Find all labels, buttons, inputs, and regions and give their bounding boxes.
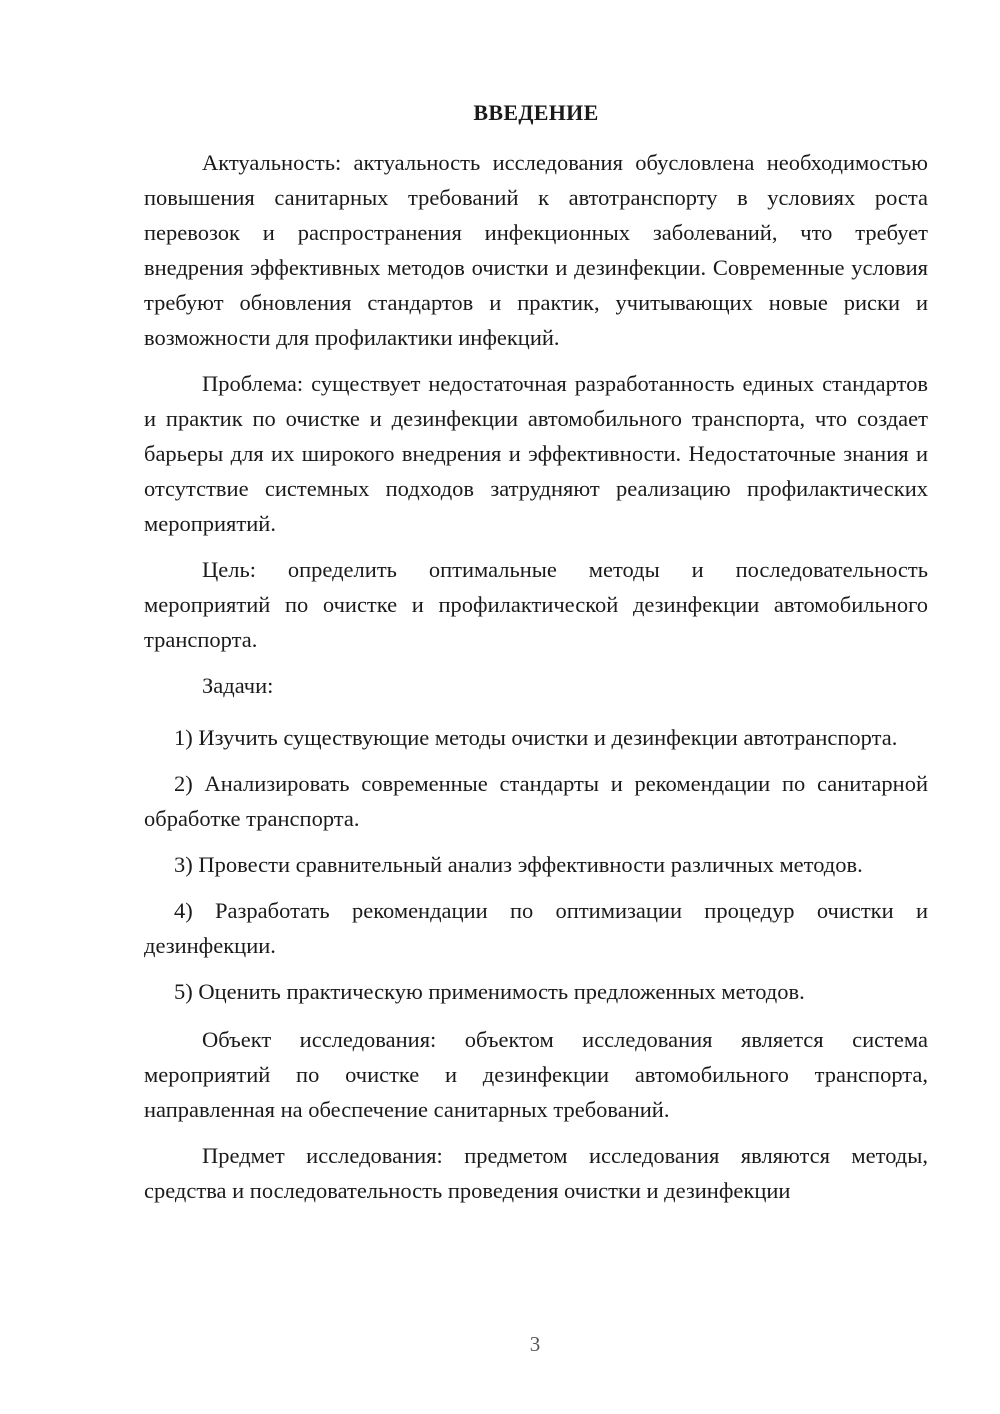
task-item-2: 2) Анализировать современные стандарты и рекомендации по санитарной обработке транспорта. [144,771,928,831]
relevance-paragraph: Актуальность: актуальность исследования обусловлена необходимостью повышения санитарных требований к автотранспорту в условиях роста перевозок и распространения инфекционных заболеваний, что требует внедрения эффективных методов очистки и дезинфекции. Современные условия требуют обновления стандартов и практик, учитывающих новые риски и возможности для профилактики инфекций. [144,150,928,350]
goal-paragraph: Цель: определить оптимальные методы и последовательность мероприятий по очистке и профилактической дезинфекции автомобильного транспорта. [144,557,928,652]
tasks-heading: Задачи: [202,673,274,698]
task-item-5: 5) Оценить практическую применимость предложенных методов. [174,979,805,1004]
subject-paragraph: Предмет исследования: предметом исследования являются методы, средства и последовательность проведения очистки и дезинфекции [144,1143,928,1203]
task-item-4: 4) Разработать рекомендации по оптимизации процедур очистки и дезинфекции. [144,898,928,958]
task-item-3: 3) Провести сравнительный анализ эффективности различных методов. [174,852,863,877]
section-title: ВВЕДЕНИЕ [473,100,599,125]
task-item-1: 1) Изучить существующие методы очистки и дезинфекции автотранспорта. [174,725,898,750]
page-number: 3 [529,1332,541,1356]
document-page [144,95,928,1208]
problem-paragraph: Проблема: существует недостаточная разработанность единых стандартов и практик по очистке и дезинфекции автомобильного транспорта, что создает барьеры для их широкого внедрения и эффективности. Недостаточные знания и отсутствие системных подходов затрудняют реализацию профилактических мероприятий. [144,371,928,536]
object-paragraph: Объект исследования: объектом исследования является система мероприятий по очистке и дезинфекции автомобильного транспорта, направленная на обеспечение санитарных требований. [144,1027,928,1122]
